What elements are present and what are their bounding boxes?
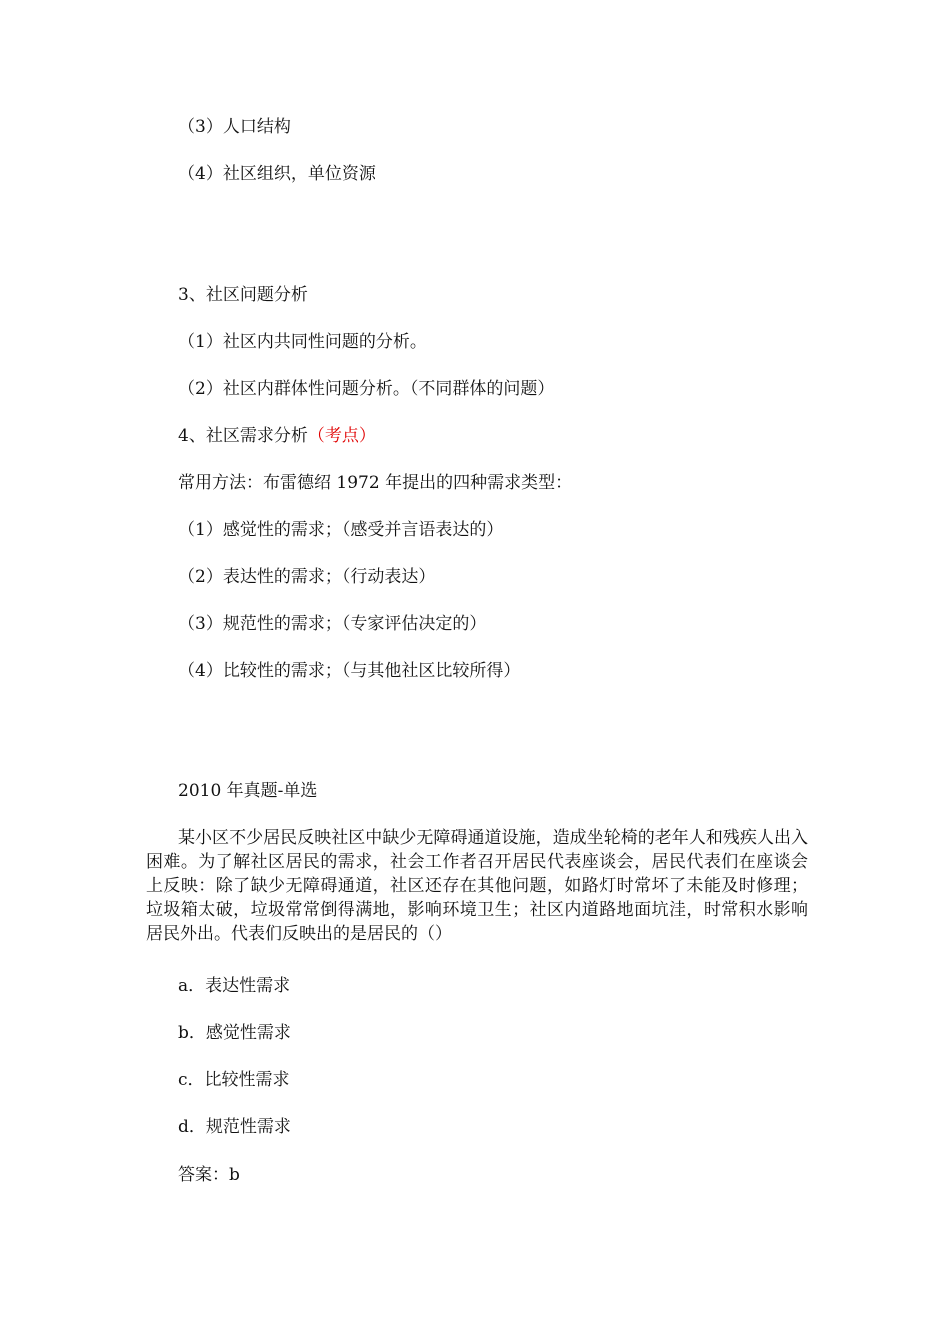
option-b: b．感觉性需求 [178, 1023, 291, 1043]
section-title-problem-analysis: 3、社区问题分析 [178, 285, 308, 305]
list-item-expressed-need: （2）表达性的需求；（行动表达） [178, 567, 436, 587]
option-d: d．规范性需求 [178, 1117, 291, 1137]
section-title-needs-text: 4、社区需求分析 [178, 426, 308, 446]
list-item-comparative-need: （4）比较性的需求；（与其他社区比较所得） [178, 661, 521, 681]
exam-point-badge: （考点） [307, 426, 376, 446]
list-item-felt-need: （1）感觉性的需求；（感受并言语表达的） [178, 520, 504, 540]
option-c: c．比较性需求 [178, 1070, 290, 1090]
list-item-population-structure: （3）人口结构 [178, 117, 291, 137]
list-item-community-organization: （4）社区组织，单位资源 [178, 164, 376, 184]
answer-line: 答案：b [178, 1165, 240, 1185]
method-description: 常用方法：布雷德绍 1972 年提出的四种需求类型： [178, 473, 573, 493]
list-item-group-problems: （2）社区内群体性问题分析。（不同群体的问题） [178, 379, 555, 399]
exam-question: 某小区不少居民反映社区中缺少无障碍通道设施，造成坐轮椅的老年人和残疾人出入困难。为了解社区居民的需求，社会工作者召开居民代表座谈会，居民代表们在座谈会上反映：除了缺少无障碍通道，社区还存在其他问题，如路灯时常坏了未能及时修理；垃圾箱太破，垃圾常常倒得满地，影响环境卫生；社区内道路地面坑洼，时常积水影响居民外出。代表们反映出的是居民的（） [146, 828, 808, 944]
list-item-common-problems: （1）社区内共同性问题的分析。 [178, 332, 427, 352]
exam-heading: 2010 年真题-单选 [178, 781, 318, 801]
option-a: a．表达性需求 [178, 976, 291, 996]
list-item-normative-need: （3）规范性的需求；（专家评估决定的） [178, 614, 487, 634]
section-title-needs-analysis [178, 425, 376, 447]
